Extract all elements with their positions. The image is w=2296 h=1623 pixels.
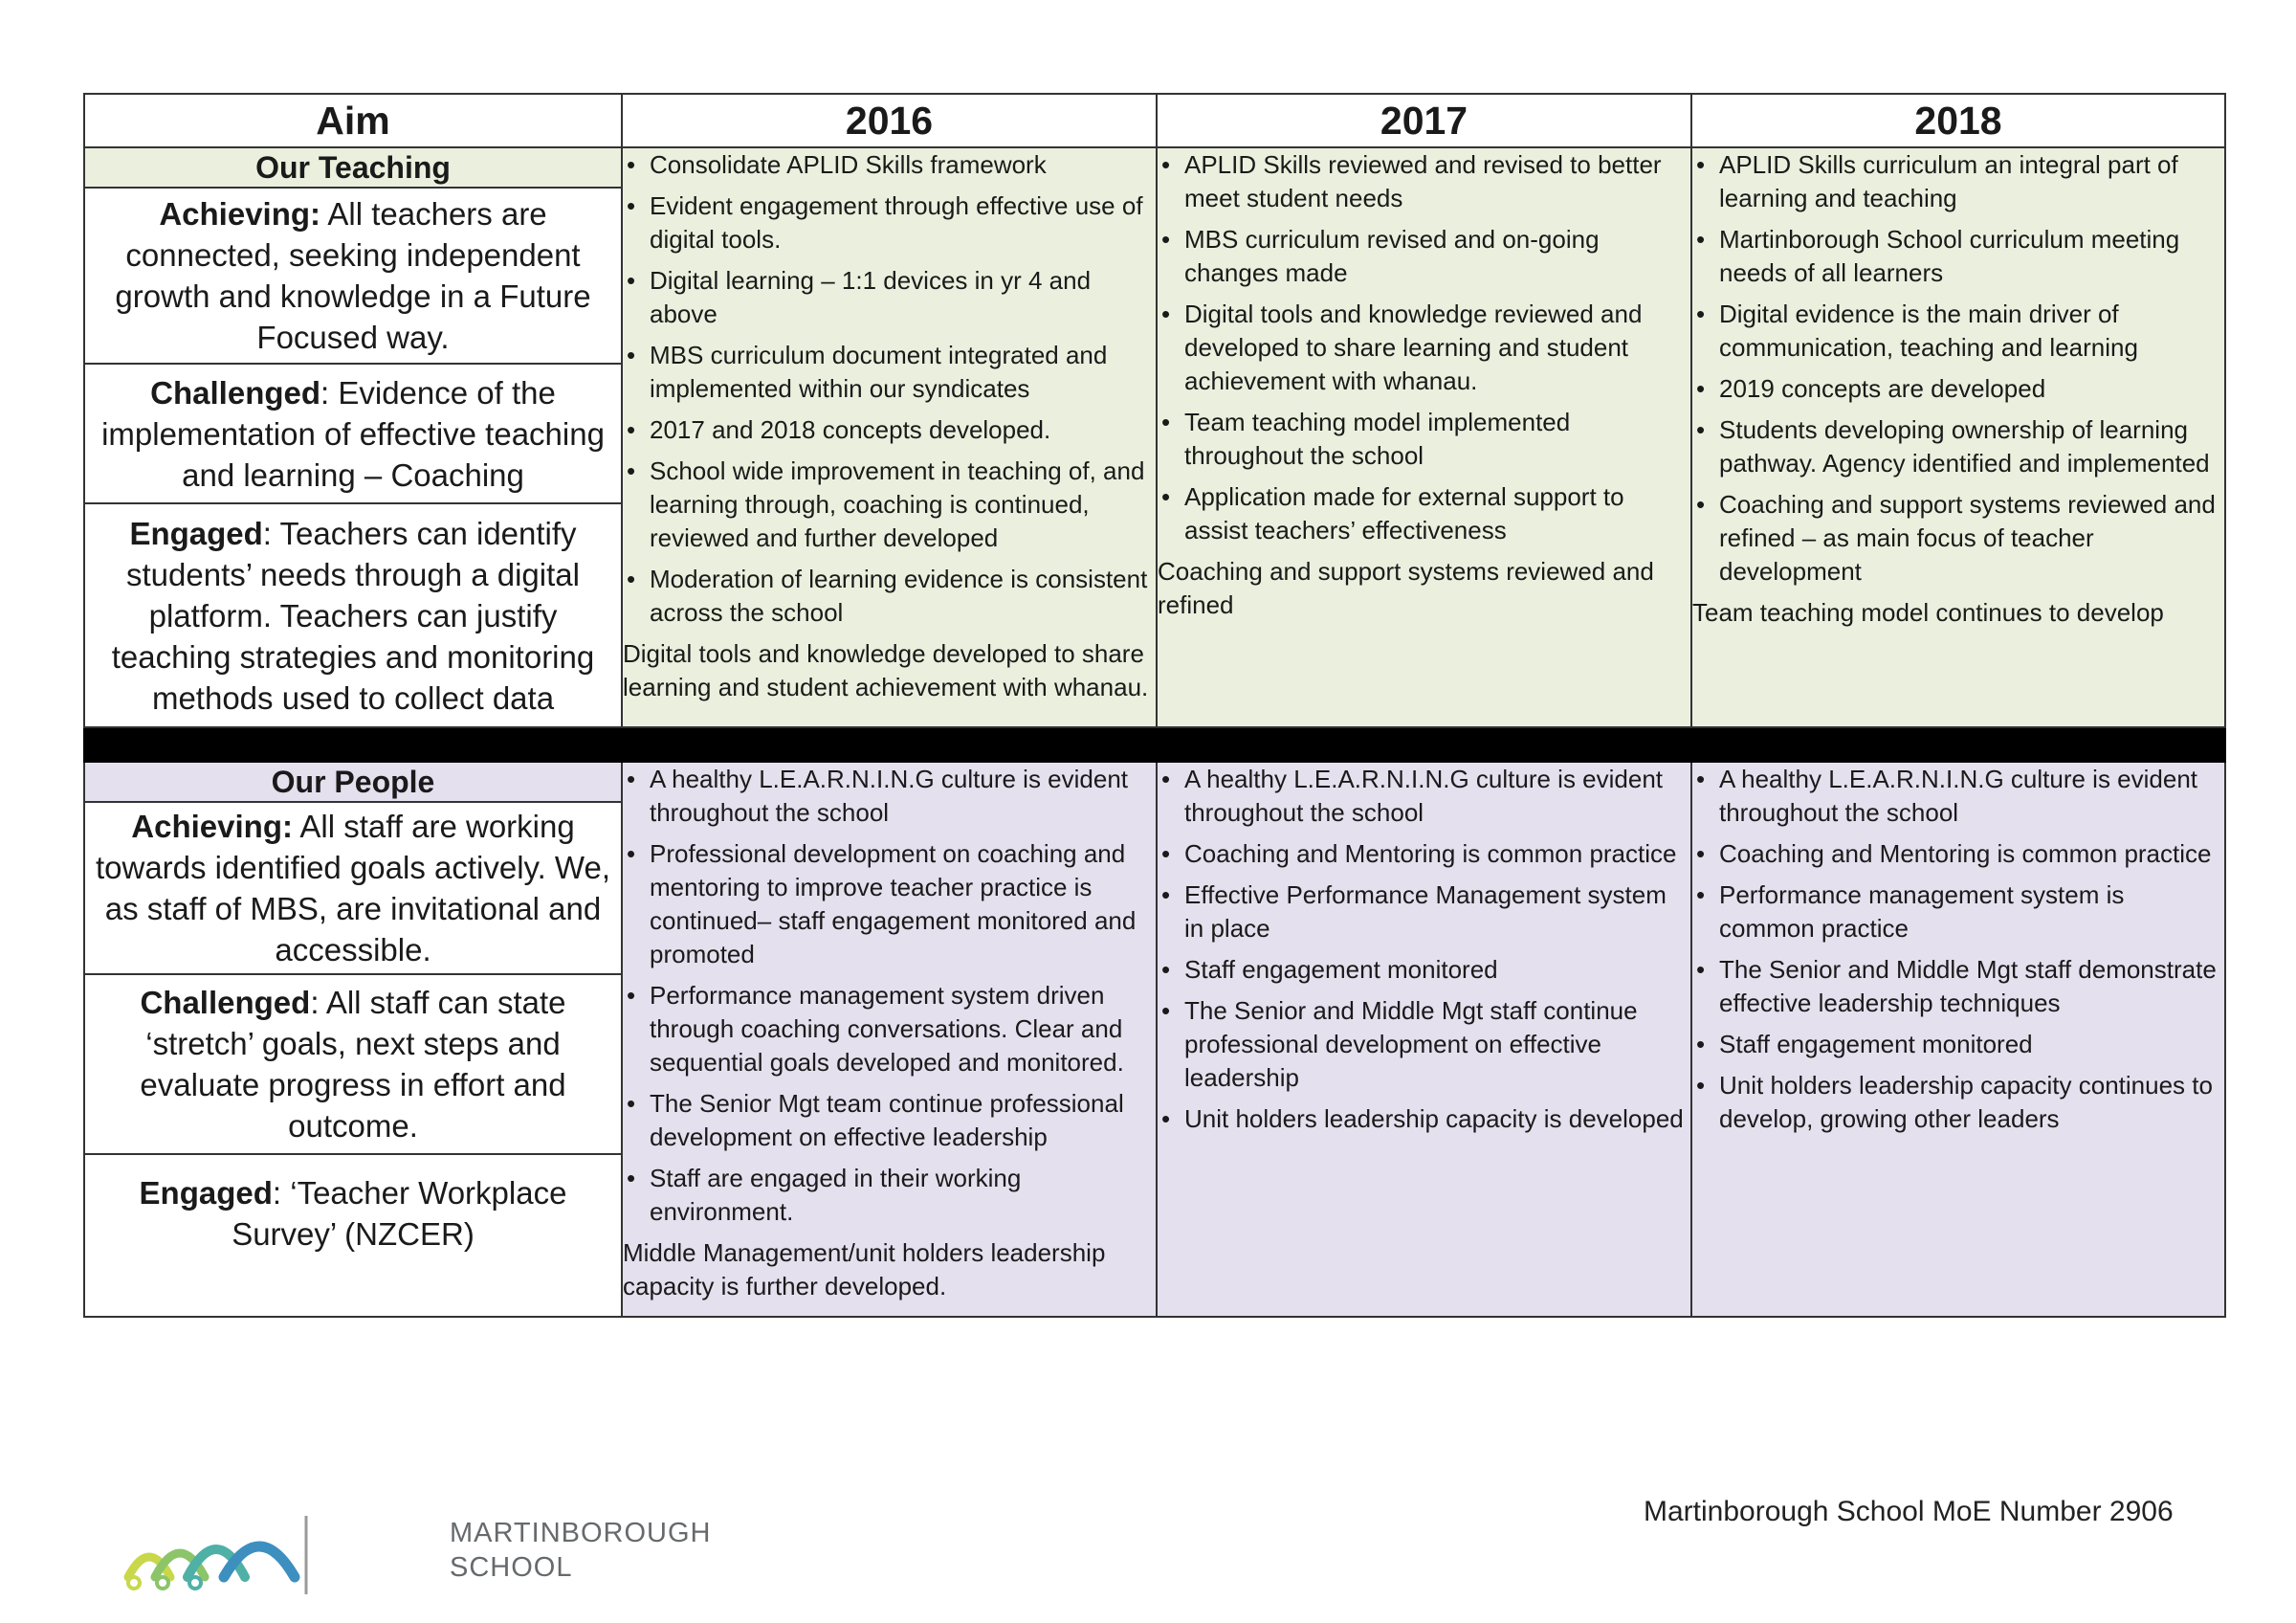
people-engaged (84, 1154, 622, 1317)
people-2018-list (1692, 763, 2224, 1136)
teaching-2017-cell (1157, 147, 1691, 727)
people-title-row (84, 762, 2225, 802)
logo-line-2: SCHOOL (450, 1552, 573, 1583)
list-item: • Evident engagement through effective use of digital tools. (623, 189, 1156, 256)
list-item: • Effective Performance Management system in place (1158, 878, 1690, 945)
teaching-challenged-text: : Evidence of the implementation of effective teaching and learning – Coaching (101, 374, 605, 493)
list-item: • Professional development on coaching and mentoring to improve teacher practice is continued– staff engagement monitored and promoted (623, 837, 1156, 971)
teaching-section-title: Our Teaching (84, 147, 622, 188)
list-item: • Digital tools and knowledge reviewed and developed to share learning and student achievement with whanau. (1158, 298, 1690, 398)
list-item: • Digital evidence is the main driver of communication, teaching and learning (1692, 298, 2224, 365)
people-2017-list (1158, 763, 1690, 1136)
list-item: • The Senior and Middle Mgt staff demonstrate effective leadership techniques (1692, 953, 2224, 1020)
people-2018-cell (1691, 762, 2225, 1317)
list-item: • A healthy L.E.A.R.N.I.N.G culture is evident throughout the school (1692, 763, 2224, 830)
list-item: • Team teaching model implemented throughout the school (1158, 406, 1690, 473)
list-item: • Digital learning – 1:1 devices in yr 4 and above (623, 264, 1156, 331)
people-challenged-label: Challenged (140, 985, 311, 1020)
list-item: • Staff engagement monitored (1692, 1028, 2224, 1061)
list-item: • Coaching and support systems reviewed and refined – as main focus of teacher development (1692, 488, 2224, 589)
list-item: • MBS curriculum document integrated and implemented within our syndicates (623, 339, 1156, 406)
teaching-2018-cell (1691, 147, 2225, 727)
teaching-2016-cell (622, 147, 1157, 727)
moe-number: Martinborough School MoE Number 2906 (1644, 1496, 2174, 1527)
people-achieving-label: Achieving: (131, 809, 293, 844)
list-item: • The Senior Mgt team continue professional development on effective leadership (623, 1087, 1156, 1154)
list-item: • MBS curriculum revised and on-going changes made (1158, 223, 1690, 290)
list-item: • A healthy L.E.A.R.N.I.N.G culture is evident throughout the school (1158, 763, 1690, 830)
list-item: • Coaching and Mentoring is common practice (1692, 837, 2224, 871)
list-item: • A healthy L.E.A.R.N.I.N.G culture is evident throughout the school (623, 763, 1156, 830)
people-section-title: Our People (84, 762, 622, 802)
teaching-challenged (84, 364, 622, 503)
header-2017: 2017 (1157, 94, 1691, 147)
header-2018: 2018 (1691, 94, 2225, 147)
list-item: • School wide improvement in teaching of, and learning through, coaching is continued, reviewed and further developed (623, 455, 1156, 555)
header-row (84, 94, 2225, 147)
logo-line-1: MARTINBOROUGH (450, 1518, 712, 1548)
list-item: • 2019 concepts are developed (1692, 372, 2224, 406)
teaching-achieving-label: Achieving: (159, 196, 321, 232)
list-item: • Martinborough School curriculum meeting needs of all learners (1692, 223, 2224, 290)
people-2016-cell (622, 762, 1157, 1317)
teaching-engaged-text: : Teachers can identify students’ needs through a digital platform. Teachers can justify teaching strategies and monitoring methods used to collect data (111, 515, 595, 716)
people-2016-list (623, 763, 1156, 1229)
school-logo-mark-icon (121, 1508, 408, 1600)
list-item: • Staff are engaged in their working environment. (623, 1162, 1156, 1229)
teaching-2016-list (623, 148, 1156, 630)
people-achieving-text: All staff are working towards identified goals actively. We, as staff of MBS, are invitational and accessible. (95, 809, 611, 967)
teaching-engaged-label: Engaged (129, 515, 263, 551)
people-engaged-text: : ‘Teacher Workplace Survey’ (NZCER) (232, 1175, 567, 1252)
people-challenged-text: : All staff can state ‘stretch’ goals, next steps and evaluate progress in effort and outcome. (140, 985, 566, 1144)
list-item: • 2017 and 2018 concepts developed. (623, 413, 1156, 447)
teaching-title-row (84, 147, 2225, 188)
list-item: • Application made for external support to assist teachers’ effectiveness (1158, 480, 1690, 547)
list-item: • Coaching and Mentoring is common practice (1158, 837, 1690, 871)
section-divider (84, 727, 2225, 762)
teaching-achieving-text: All teachers are connected, seeking independent growth and knowledge in a Future Focused way. (115, 196, 591, 355)
teaching-2017-list (1158, 148, 1690, 547)
list-item: • The Senior and Middle Mgt staff continue professional development on effective leadership (1158, 994, 1690, 1095)
list-item: • Moderation of learning evidence is consistent across the school (623, 563, 1156, 630)
teaching-achieving (84, 188, 622, 364)
teaching-2018-note: Team teaching model continues to develop (1692, 598, 2164, 627)
list-item: • Students developing ownership of learning pathway. Agency identified and implemented (1692, 413, 2224, 480)
teaching-2017-note: Coaching and support systems reviewed and refined (1158, 557, 1654, 619)
school-logo (121, 1508, 712, 1600)
list-item: • APLID Skills curriculum an integral part of learning and teaching (1692, 148, 2224, 215)
list-item: • Unit holders leadership capacity continues to develop, growing other leaders (1692, 1069, 2224, 1136)
list-item: • Performance management system is common practice (1692, 878, 2224, 945)
people-2016-note: Middle Management/unit holders leadership capacity is further developed. (623, 1238, 1106, 1301)
list-item: • Performance management system driven through coaching conversations. Clear and sequential goals developed and monitored. (623, 979, 1156, 1079)
teaching-2016-note: Digital tools and knowledge developed to share learning and student achievement with whanau. (623, 639, 1149, 701)
list-item: • Unit holders leadership capacity is developed (1158, 1102, 1690, 1136)
people-achieving (84, 802, 622, 974)
list-item: • Staff engagement monitored (1158, 953, 1690, 987)
header-aim: Aim (84, 94, 622, 147)
teaching-challenged-label: Challenged (150, 374, 321, 411)
people-engaged-label: Engaged (139, 1175, 273, 1211)
header-2016: 2016 (622, 94, 1157, 147)
teaching-2018-list (1692, 148, 2224, 589)
teaching-engaged (84, 503, 622, 727)
people-2017-cell (1157, 762, 1691, 1317)
list-item: • APLID Skills reviewed and revised to better meet student needs (1158, 148, 1690, 215)
strategic-plan-table (83, 93, 2226, 1318)
people-challenged (84, 974, 622, 1154)
list-item: • Consolidate APLID Skills framework (623, 148, 1156, 182)
